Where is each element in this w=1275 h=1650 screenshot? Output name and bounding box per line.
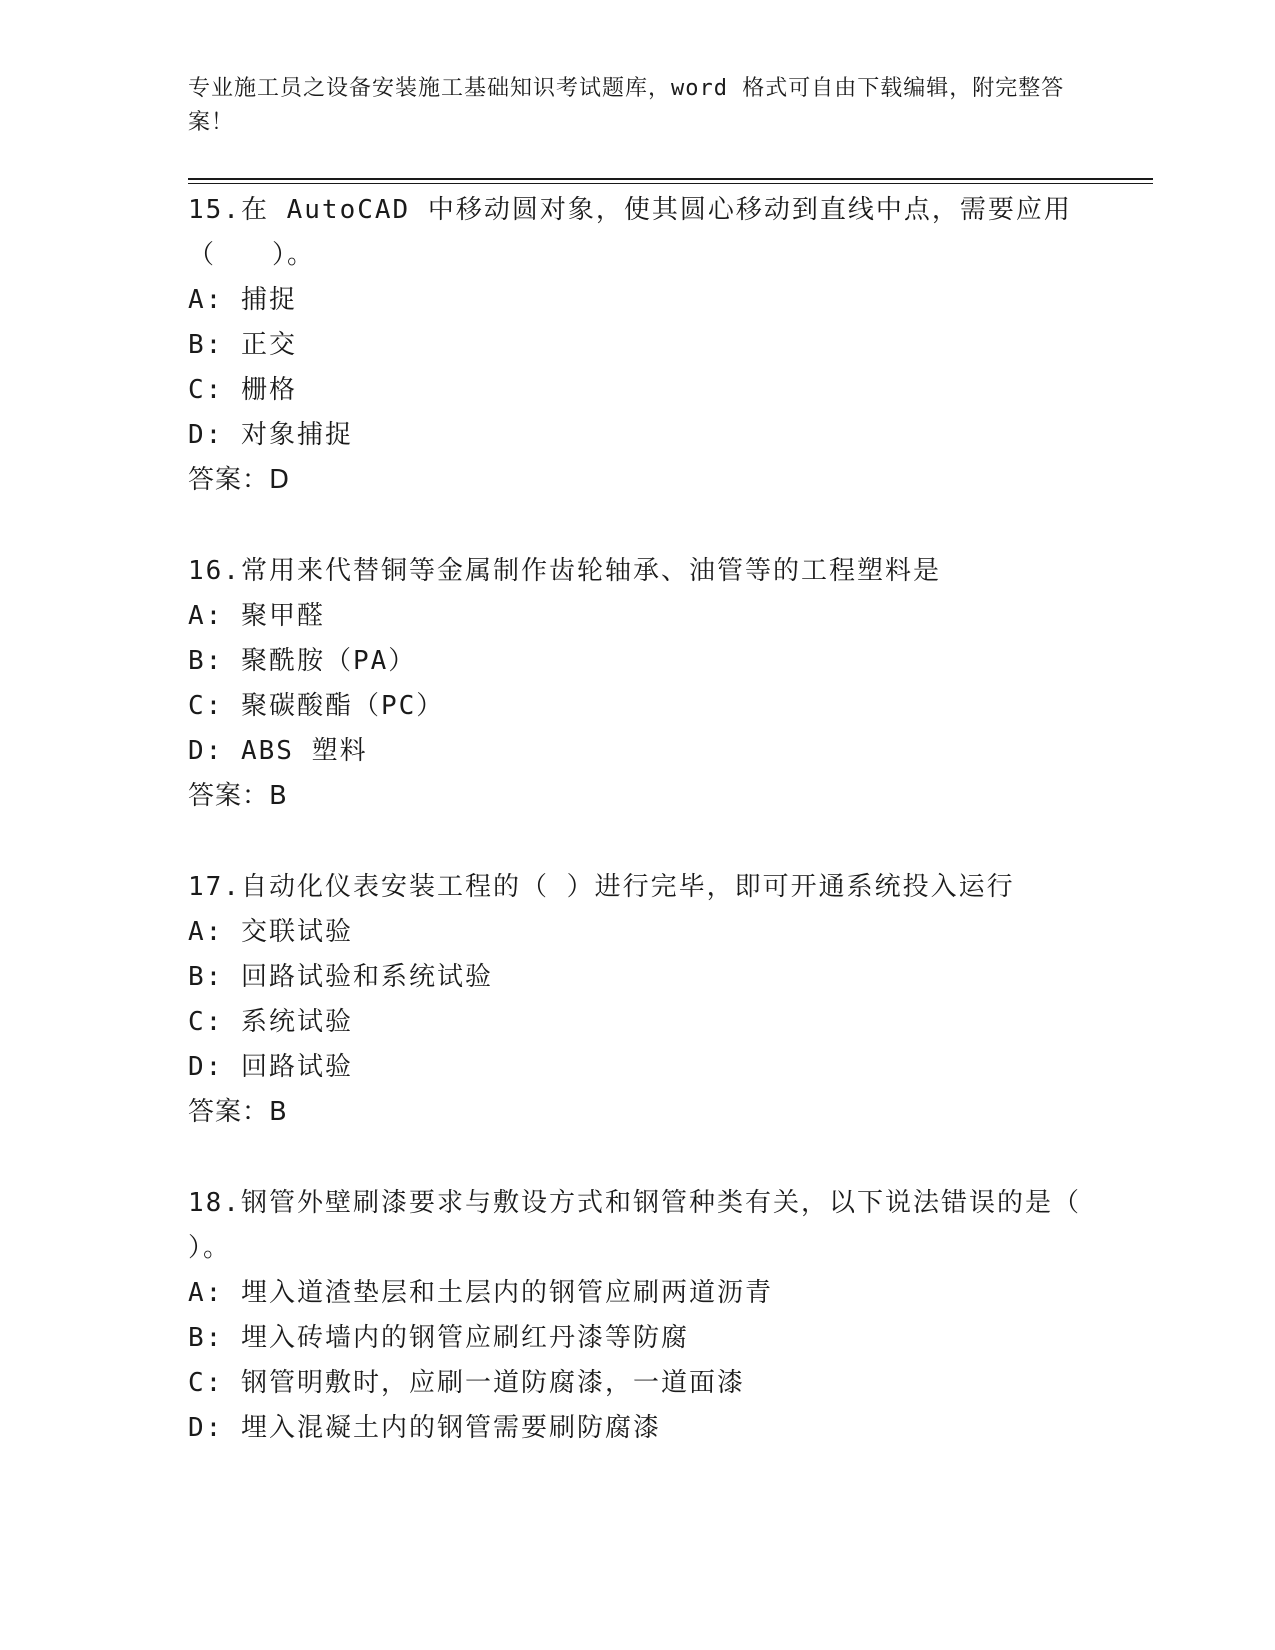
question-17 (188, 865, 1088, 1135)
option-a: A: 交联试验 (188, 917, 353, 947)
question-list (188, 188, 1088, 1451)
header-divider-thick (188, 178, 1153, 180)
question-stem: 15.在 AutoCAD 中移动圆对象，使其圆心移动到直线中点，需要应用（ ）。 (188, 195, 1072, 270)
question-spacer (188, 1135, 1088, 1181)
question-18 (188, 1181, 1088, 1451)
question-stem: 18.钢管外壁刷漆要求与敷设方式和钢管种类有关，以下说法错误的是（ ）。 (188, 1188, 1081, 1263)
option-b: B: 聚酰胺（PA） (188, 646, 417, 676)
option-a: A: 捕捉 (188, 285, 297, 315)
question-stem: 17.自动化仪表安装工程的（ ）进行完毕，即可开通系统投入运行 (188, 872, 1015, 902)
option-d: D: 对象捕捉 (188, 420, 353, 450)
option-b: B: 回路试验和系统试验 (188, 962, 493, 992)
header-divider-thin (188, 183, 1153, 184)
answer-line: 答案：B (188, 781, 288, 811)
question-spacer (188, 819, 1088, 865)
option-c: C: 钢管明敷时，应刷一道防腐漆，一道面漆 (188, 1368, 745, 1398)
option-c: C: 栅格 (188, 375, 297, 405)
option-b: B: 正交 (188, 330, 297, 360)
answer-line: 答案：D (188, 465, 291, 495)
question-15 (188, 188, 1088, 503)
option-a: A: 埋入道渣垫层和土层内的钢管应刷两道沥青 (188, 1278, 773, 1308)
question-stem: 16.常用来代替铜等金属制作齿轮轴承、油管等的工程塑料是 (188, 556, 941, 586)
question-16 (188, 549, 1088, 819)
option-c: C: 聚碳酸酯（PC） (188, 691, 445, 721)
option-d: D: 埋入混凝土内的钢管需要刷防腐漆 (188, 1413, 661, 1443)
answer-line: 答案：B (188, 1097, 288, 1127)
option-c: C: 系统试验 (188, 1007, 353, 1037)
option-a: A: 聚甲醛 (188, 601, 325, 631)
option-d: D: 回路试验 (188, 1052, 353, 1082)
option-d: D: ABS 塑料 (188, 736, 368, 766)
option-b: B: 埋入砖墙内的钢管应刷红丹漆等防腐 (188, 1323, 689, 1353)
question-spacer (188, 503, 1088, 549)
document-header: 专业施工员之设备安装施工基础知识考试题库，word 格式可自由下载编辑，附完整答案！ (188, 76, 1065, 135)
